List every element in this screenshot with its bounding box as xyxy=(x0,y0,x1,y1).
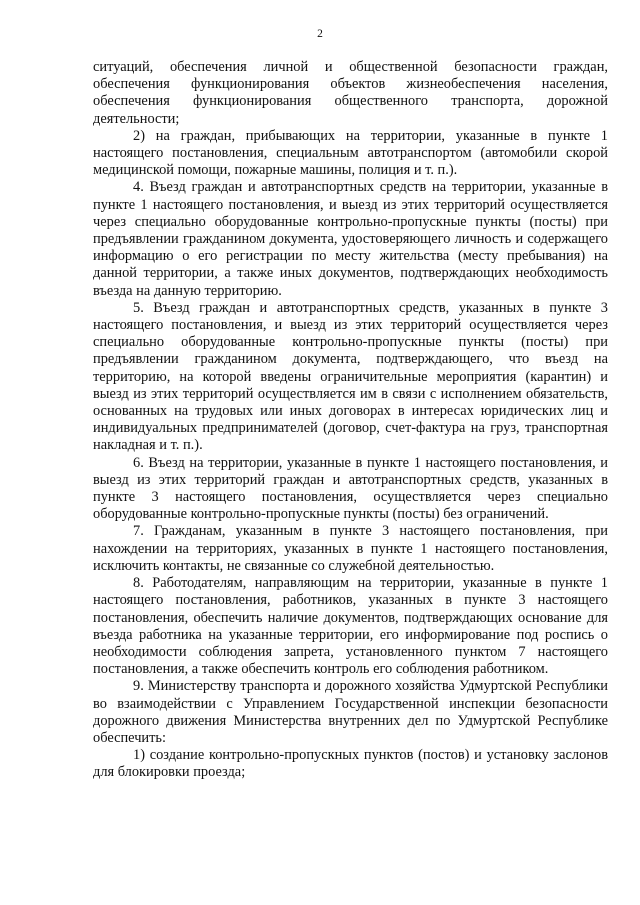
document-body xyxy=(93,59,608,782)
paragraph-clause-8: 8. Работодателям, направляющим на территории, указанные в пункте 1 настоящего постановления, работников, указанных в пункте 3 настоящего постановления, обеспечить наличие документов, подтверждающих основание для въезда работника на указанные территории, его информирование под роспись о необходимости соблюдения запрета, установленного пунктом 7 настоящего постановления, а также обеспечить контроль его соблюдения работником. xyxy=(93,575,608,678)
paragraph-clause-9: 9. Министерству транспорта и дорожного хозяйства Удмуртской Республики во взаимодействии с Управлением Государственной инспекции безопасности дорожного движения Министерства внутренних дел по Удмуртской Республике обеспечить: xyxy=(93,678,608,746)
paragraph-clause-7: 7. Гражданам, указанным в пункте 3 настоящего постановления, при нахождении на территориях, указанных в пункте 1 настоящего постановления, исключить контакты, не связанные со служебной деятельностью. xyxy=(93,523,608,574)
paragraph-clause-6: 6. Въезд на территории, указанные в пункте 1 настоящего постановления, и выезд из этих территорий граждан и автотранспортных средств, указанных в пункте 3 настоящего постановления, осуществляется через специально оборудованные контрольно-пропускные пункты (посты) без ограничений. xyxy=(93,454,608,523)
paragraph-continuation: ситуаций, обеспечения личной и общественной безопасности граждан, обеспечения функционирования объектов жизнеобеспечения населения, обеспечения функционирования общественного транспорта, дорожной деятельности; xyxy=(93,59,608,127)
page-number: 2 xyxy=(317,28,323,40)
paragraph-subitem-1: 1) создание контрольно-пропускных пунктов (постов) и установку заслонов для блокировки проезда; xyxy=(93,747,608,781)
paragraph-clause-5: 5. Въезд граждан и автотранспортных средств, указанных в пункте 3 настоящего постановления, и выезд из этих территорий осуществляется через специально оборудованные контрольно-пропускные пункты (посты) при предъявлении гражданином документа, подтверждающего, что въезд на территорию, на которой введены ограничительные мероприятия (карантин) и выезд из этих территорий осуществляется им в связи с исполнением обязательств, основанных на трудовых или иных договорах в интересах юридических лиц и индивидуальных предпринимателей (договор, счет-фактура на груз, транспортная накладная и т. п.). xyxy=(93,299,608,454)
paragraph-clause-4: 4. Въезд граждан и автотранспортных средств на территории, указанные в пункте 1 настоящего постановления, и выезд из этих территорий осуществляется через специально оборудованные контрольно-пропускные пункты (посты) при предъявлении гражданином документа, удостоверяющего личность и содержащего информацию о его регистрации по месту жительства (месту пребывания) на данной территории, а также иных документов, подтверждающих необходимость въезда на данную территорию. xyxy=(93,179,608,299)
paragraph-item-2: 2) на граждан, прибывающих на территории, указанные в пункте 1 настоящего постановления, специальным автотранспортом (автомобили скорой медицинской помощи, пожарные машины, полиция и т. п.). xyxy=(93,127,608,179)
